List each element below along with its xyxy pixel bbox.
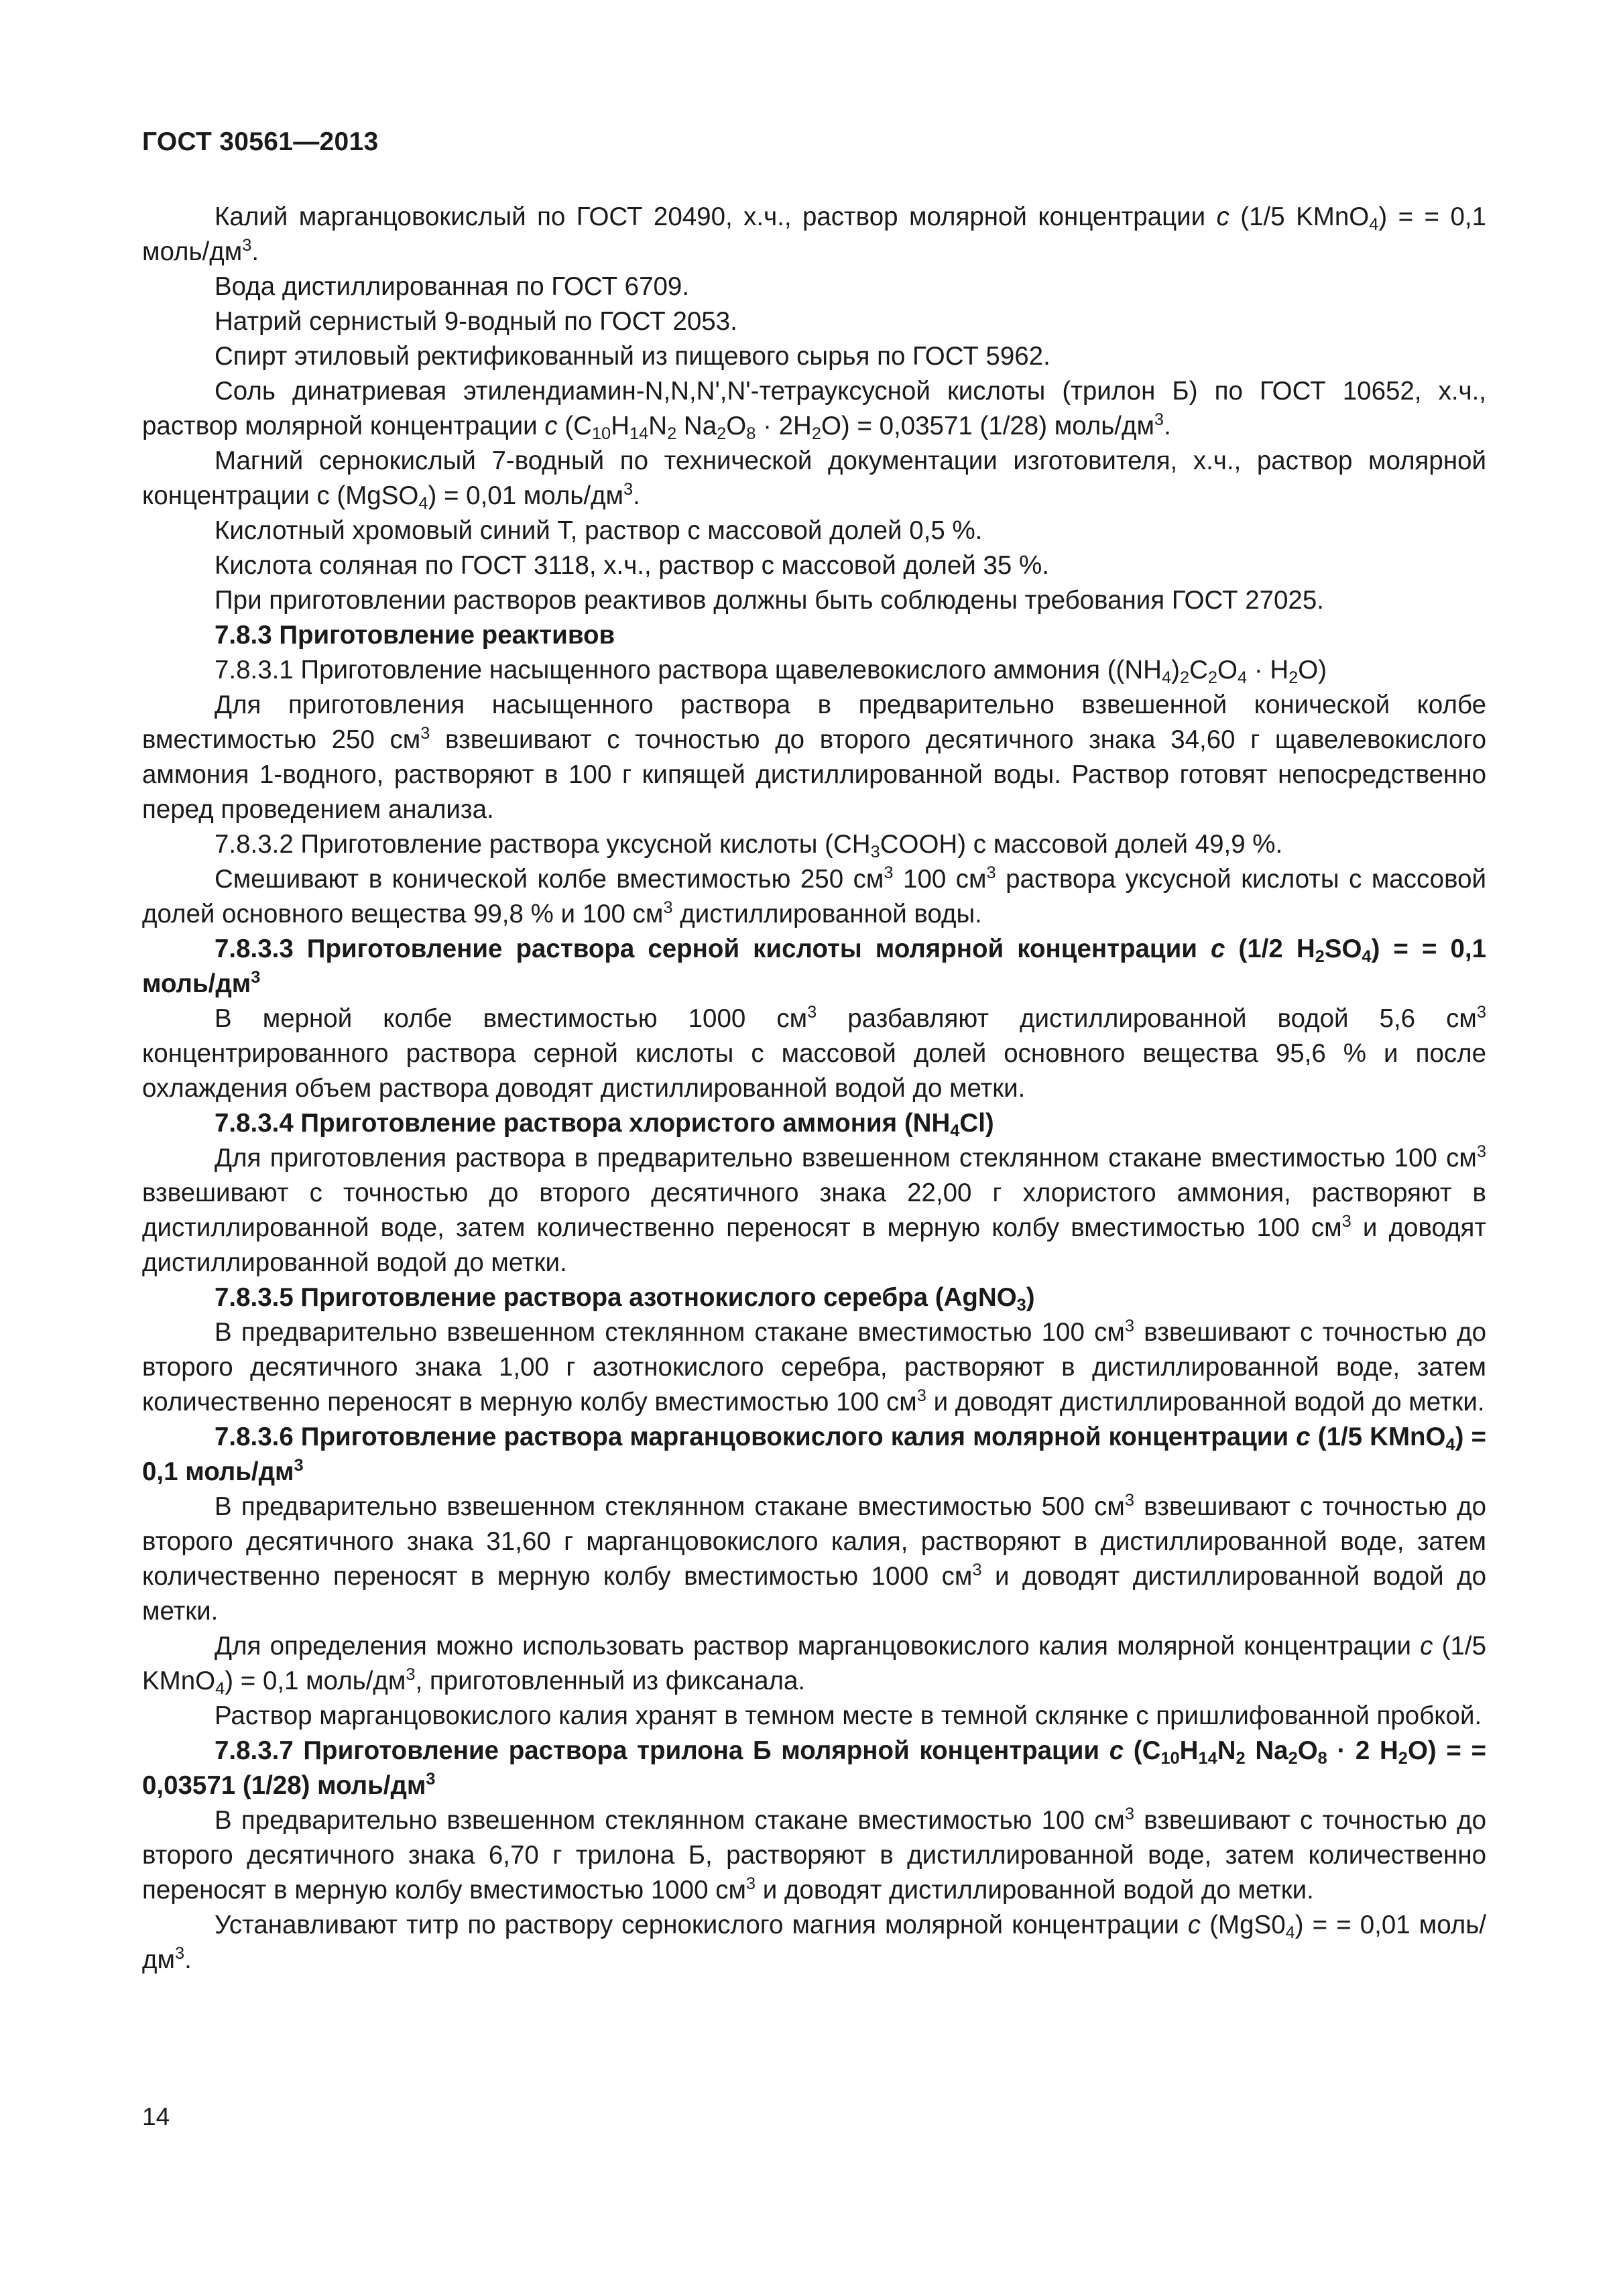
body-paragraph: Соль динатриевая этилендиамин-N,N,N',N'-тетрауксусной кислоты (трилон Б) по ГОСТ 10652, х.ч., раствор молярной концентрации с ($С_{10}Н_{14}N_2$ $Na_2O_8 \cdot 2H_2O) = 0,03571$ (1/28) моль/$дм^3$. — [142, 377, 1486, 444]
section-heading: 7.8.3.7 Приготовление раствора трилона Б молярной концентрации с ($С_{10}Н_{14}N_2$ $Na_2O_8 \cdot 2$ $H_2O$) = = 0,03571 (1/28) моль/$дм^3$ — [142, 1736, 1486, 1800]
body-paragraph: Для определения можно использовать раствор марганцовокислого калия молярной концентрации с (1/5 KMnO$_4$) = 0,1 моль/$дм^3$, приготовленный из фиксанала. — [142, 1632, 1486, 1699]
body-paragraph: Калий марганцовокислый по ГОСТ 20490, х.ч., раствор молярной концентрации с (1/5 KMnO$_4$) = = 0,1 моль/$дм^3$. — [142, 202, 1487, 266]
body-paragraph: В предварительно взвешенном стеклянном стакане вместимостью 500 $см^3$ взвешивают с точностью до второго десятичного знака 31,60 г марганцовокислого калия, растворяют в дистиллированной воде, затем количественно переносят в мерную колбу вместимостью 1000 $см^3$ и доводят дистиллированной водой до метки. — [142, 1491, 1486, 1626]
body-paragraph: Для приготовления насыщенного раствора в предварительно взвешенной конической колбе вместимостью 250 $см^3$ взвешивают с точностью до второго десятичного знака 34,60 г щавелевокислого аммония 1-водного, растворяют в 100 г кипящей дистиллированной воды. Раствор готовят непосредственно перед проведением анализа. — [142, 690, 1486, 824]
body-paragraph: Устанавливают титр по раствору сернокислого магния молярной концентрации с $(MgS0_4)$ = = 0,01 моль/$дм^3$. — [142, 1911, 1487, 1974]
section-heading: 7.8.3.3 Приготовление раствора серной кислоты молярной концентрации с (1/2 $H_2SO_4$) = = 0,1 моль/$дм^3$ — [142, 934, 1487, 998]
body-paragraph: В предварительно взвешенном стеклянном стакане вместимостью 100 $см^3$ взвешивают с точностью до второго десятичного знака 6,70 г трилона Б, растворяют в дистиллированной воде, затем количественно переносят в мерную колбу вместимостью 1000 $см^3$ и доводят дистиллированной водой до метки. — [142, 1805, 1486, 1905]
section-heading: 7.8.3.6 Приготовление раствора марганцовокислого калия молярной концентрации с (1/5 KMnO$_4$) = 0,1 моль/$дм^3$ — [142, 1423, 1486, 1486]
body-paragraph: В мерной колбе вместимостью 1000 $см^3$ разбавляют дистиллированной водой 5,6 $см^3$ концентрированного раствора серной кислоты с массовой долей основного вещества 95,6 % и после охлаждения объем раствора доводят дистиллированной водой до метки. — [142, 1003, 1486, 1103]
body-paragraph: Натрий сернистый 9-водный по ГОСТ 2053. — [215, 307, 737, 336]
section-heading: 7.8.3.4 Приготовление раствора хлористого аммония $(NH_4Cl)$ — [215, 1109, 994, 1141]
body-paragraph: Магний сернокислый 7-водный по технической документации изготовителя, х.ч., раствор молярной концентрации с (MgSO$_4$) = 0,01 моль/$дм^3$. — [142, 446, 1486, 513]
body-paragraph: 7.8.3.1 Приготовление насыщенного раствора щавелевокислого аммония $((NH_4)_2C_2O_4 \cdot H_2O)$ — [215, 656, 1327, 688]
body-paragraph: При приготовлении растворов реактивов должны быть соблюдены требования ГОСТ 27025. — [215, 586, 1324, 615]
body-paragraph: В предварительно взвешенном стеклянном стакане вместимостью 100 $см^3$ взвешивают с точностью до второго десятичного знака 1,00 г азотнокислого серебра, растворяют в дистиллированной воде, затем количественно переносят в мерную колбу вместимостью 100 $см^3$ и доводят дистиллированной водой до метки. — [142, 1317, 1486, 1416]
document-body — [142, 200, 1486, 1978]
body-paragraph: Для приготовления раствора в предварительно взвешенном стеклянном стакане вместимостью 100 $см^3$ взвешивают с точностью до второго десятичного знака 22,00 г хлористого аммония, растворяют в дистиллированной воде, затем количественно переносят в мерную колбу вместимостью 100 $см^3$ и доводят дистиллированной водой до метки. — [142, 1142, 1487, 1277]
body-paragraph: Кислотный хромовый синий Т, раствор с массовой долей 0,5 %. — [215, 516, 983, 545]
body-paragraph: 7.8.3.2 Приготовление раствора уксусной кислоты $(CH_3COOH)$ с массовой долей 49,9 %. — [215, 830, 1283, 862]
page-number: 14 — [142, 2103, 170, 2130]
body-paragraph: Кислота соляная по ГОСТ 3118, х.ч., раствор с массовой долей 35 %. — [215, 551, 1049, 580]
document-header: ГОСТ 30561—2013 — [142, 127, 379, 156]
section-heading: 7.8.3 Приготовление реактивов — [215, 621, 615, 650]
section-heading: 7.8.3.5 Приготовление раствора азотнокислого серебра (AgNO$_3$) — [215, 1283, 1035, 1315]
body-paragraph: Спирт этиловый ректификованный из пищевого сырья по ГОСТ 5962. — [215, 342, 1050, 371]
body-paragraph: Смешивают в конической колбе вместимостью 250 $см^3$ 100 $см^3$ раствора уксусной кислоты с массовой долей основного вещества 99,8 % и 100 $см^3$ дистиллированной воды. — [142, 863, 1487, 928]
body-paragraph: Вода дистиллированная по ГОСТ 6709. — [215, 272, 690, 301]
body-paragraph: Раствор марганцовокислого калия хранят в темном месте в темной склянке с пришлифованной пробкой. — [215, 1701, 1482, 1730]
